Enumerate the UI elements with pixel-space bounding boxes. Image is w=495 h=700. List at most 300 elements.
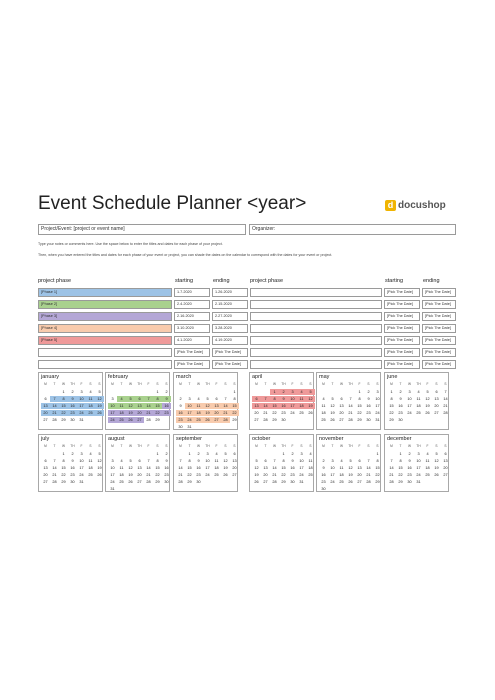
calendar-day[interactable]: 4 <box>89 452 92 456</box>
calendar-day[interactable]: 16 <box>68 403 77 409</box>
calendar-day[interactable]: 13 <box>443 459 448 463</box>
calendar-day[interactable]: 5 <box>435 452 438 456</box>
calendar-day[interactable]: 24 <box>375 411 380 415</box>
calendar-day[interactable]: 28 <box>389 480 394 484</box>
phase-end-field[interactable]: [Pick The Date] <box>422 324 456 333</box>
calendar-day[interactable]: 24 <box>330 480 335 484</box>
calendar-day[interactable]: 16 <box>321 473 326 477</box>
calendar-day[interactable]: 22 <box>272 411 277 415</box>
calendar-day[interactable]: 26 <box>223 473 228 477</box>
calendar-day[interactable]: 25 <box>86 410 95 416</box>
calendar-day[interactable]: 21 <box>144 410 153 416</box>
calendar-day[interactable]: 27 <box>212 417 221 423</box>
calendar-day[interactable]: 13 <box>41 403 50 409</box>
calendar-day[interactable]: 11 <box>86 396 95 402</box>
calendar-day[interactable]: 29 <box>232 418 237 422</box>
calendar-day[interactable]: 16 <box>279 403 288 409</box>
calendar-day[interactable]: 2 <box>165 452 168 456</box>
calendar-day[interactable]: 19 <box>97 466 102 470</box>
calendar-day[interactable]: 18 <box>194 410 203 416</box>
calendar-day[interactable]: 19 <box>254 473 259 477</box>
calendar-day[interactable]: 27 <box>357 480 362 484</box>
calendar-day[interactable]: 10 <box>108 403 117 409</box>
calendar-day[interactable]: 25 <box>299 411 304 415</box>
calendar-day[interactable]: 28 <box>263 418 268 422</box>
phase-end-field[interactable]: [Pick The Date] <box>422 336 456 345</box>
calendar-day[interactable]: 27 <box>43 418 48 422</box>
calendar-day[interactable]: 5 <box>306 389 315 395</box>
phase-name-field[interactable]: [Phase 4] <box>38 324 172 333</box>
calendar-day[interactable]: 7 <box>273 459 276 463</box>
calendar-day[interactable]: 26 <box>126 417 135 423</box>
calendar-day[interactable]: 22 <box>357 411 362 415</box>
calendar-day[interactable]: 3 <box>376 390 379 394</box>
calendar-day[interactable]: 8 <box>358 397 361 401</box>
calendar-day[interactable]: 7 <box>444 390 447 394</box>
calendar-day[interactable]: 18 <box>425 466 430 470</box>
calendar-day[interactable]: 3 <box>417 452 420 456</box>
calendar-day[interactable]: 8 <box>188 459 191 463</box>
calendar-day[interactable]: 24 <box>185 417 194 423</box>
calendar-day[interactable]: 25 <box>119 480 124 484</box>
calendar-day[interactable]: 26 <box>425 411 430 415</box>
calendar-day[interactable]: 5 <box>331 397 334 401</box>
calendar-day[interactable]: 6 <box>340 397 343 401</box>
calendar-day[interactable]: 3 <box>80 452 83 456</box>
calendar-day[interactable]: 5 <box>426 390 429 394</box>
phase-end-field[interactable]: [Pick The Date] <box>422 288 456 297</box>
calendar-day[interactable]: 5 <box>126 396 135 402</box>
calendar-day[interactable]: 7 <box>179 459 182 463</box>
calendar-day[interactable]: 19 <box>425 404 430 408</box>
calendar-day[interactable]: 7 <box>390 459 393 463</box>
calendar-day[interactable]: 3 <box>408 390 411 394</box>
calendar-day[interactable]: 12 <box>126 403 135 409</box>
calendar-day[interactable]: 25 <box>194 417 203 423</box>
calendar-day[interactable]: 24 <box>108 417 117 423</box>
calendar-day[interactable]: 1 <box>376 452 379 456</box>
calendar-day[interactable]: 14 <box>52 466 57 470</box>
calendar-day[interactable]: 26 <box>97 473 102 477</box>
calendar-day[interactable]: 13 <box>357 466 362 470</box>
calendar-day[interactable]: 25 <box>88 473 93 477</box>
calendar-day[interactable]: 10 <box>416 459 421 463</box>
calendar-day[interactable]: 25 <box>321 418 326 422</box>
phase-name-field[interactable] <box>250 360 382 369</box>
calendar-day[interactable]: 3 <box>111 459 114 463</box>
phase-end-field[interactable]: [Pick The Date] <box>422 300 456 309</box>
calendar-day[interactable]: 6 <box>138 459 141 463</box>
phase-end-field[interactable]: [Pick The Date] <box>422 312 456 321</box>
calendar-day[interactable]: 17 <box>110 473 115 477</box>
calendar-day[interactable]: 3 <box>111 397 114 401</box>
calendar-day[interactable]: 7 <box>147 459 150 463</box>
calendar-day[interactable]: 26 <box>254 480 259 484</box>
calendar-day[interactable]: 30 <box>196 480 201 484</box>
calendar-day[interactable]: 30 <box>290 480 295 484</box>
calendar-day[interactable]: 26 <box>330 418 335 422</box>
calendar-day[interactable]: 29 <box>272 418 277 422</box>
calendar-day[interactable]: 2 <box>367 390 370 394</box>
calendar-day[interactable]: 11 <box>117 403 126 409</box>
calendar-day[interactable]: 11 <box>339 466 344 470</box>
calendar-day[interactable]: 15 <box>281 466 286 470</box>
calendar-day[interactable]: 9 <box>165 459 168 463</box>
calendar-day[interactable]: 23 <box>407 473 412 477</box>
calendar-day[interactable]: 20 <box>339 411 344 415</box>
calendar-day[interactable]: 17 <box>375 404 380 408</box>
calendar-day[interactable]: 1 <box>282 452 285 456</box>
calendar-day[interactable]: 21 <box>389 473 394 477</box>
calendar-day[interactable]: 24 <box>290 411 295 415</box>
calendar-day[interactable]: 3 <box>331 459 334 463</box>
calendar-day[interactable]: 29 <box>375 480 380 484</box>
calendar-day[interactable]: 23 <box>164 473 169 477</box>
calendar-day[interactable]: 29 <box>155 418 160 422</box>
phase-start-field[interactable]: [Pick The Date] <box>174 360 210 369</box>
calendar-day[interactable]: 21 <box>52 473 57 477</box>
calendar-day[interactable]: 11 <box>297 396 306 402</box>
calendar-day[interactable]: 20 <box>41 410 50 416</box>
calendar-day[interactable]: 1 <box>233 390 236 394</box>
calendar-day[interactable]: 9 <box>71 459 74 463</box>
calendar-day[interactable]: 18 <box>88 466 93 470</box>
calendar-day[interactable]: 13 <box>43 466 48 470</box>
calendar-day[interactable]: 8 <box>399 459 402 463</box>
calendar-day[interactable]: 17 <box>330 473 335 477</box>
calendar-day[interactable]: 12 <box>425 397 430 401</box>
calendar-day[interactable]: 17 <box>288 403 297 409</box>
calendar-day[interactable]: 28 <box>348 418 353 422</box>
calendar-day[interactable]: 30 <box>398 418 403 422</box>
calendar-day[interactable]: 20 <box>232 466 237 470</box>
calendar-day[interactable]: 30 <box>366 418 371 422</box>
calendar-day[interactable]: 8 <box>390 397 393 401</box>
calendar-day[interactable]: 25 <box>308 473 313 477</box>
calendar-day[interactable]: 20 <box>263 473 268 477</box>
calendar-day[interactable]: 9 <box>291 459 294 463</box>
calendar-day[interactable]: 24 <box>79 473 84 477</box>
calendar-day[interactable]: 19 <box>95 403 104 409</box>
calendar-day[interactable]: 22 <box>153 410 162 416</box>
calendar-day[interactable]: 3 <box>206 452 209 456</box>
calendar-day[interactable]: 9 <box>399 397 402 401</box>
calendar-day[interactable]: 12 <box>128 466 133 470</box>
calendar-day[interactable]: 27 <box>232 473 237 477</box>
calendar-day[interactable]: 15 <box>270 403 279 409</box>
calendar-day[interactable]: 24 <box>299 473 304 477</box>
calendar-day[interactable]: 5 <box>349 459 352 463</box>
calendar-day[interactable]: 27 <box>339 418 344 422</box>
phase-start-field[interactable]: 2.16.2020 <box>174 312 210 321</box>
calendar-day[interactable]: 11 <box>425 459 430 463</box>
calendar-day[interactable]: 15 <box>59 403 68 409</box>
calendar-day[interactable]: 19 <box>203 410 212 416</box>
calendar-day[interactable]: 31 <box>375 418 380 422</box>
calendar-day[interactable]: 21 <box>348 411 353 415</box>
calendar-day[interactable]: 28 <box>366 480 371 484</box>
calendar-day[interactable]: 4 <box>120 459 123 463</box>
calendar-day[interactable]: 4 <box>309 452 312 456</box>
phase-end-field[interactable]: 3.28.2020 <box>212 324 248 333</box>
calendar-day[interactable]: 16 <box>162 403 171 409</box>
calendar-day[interactable]: 4 <box>117 396 126 402</box>
phase-name-field[interactable] <box>250 348 382 357</box>
calendar-day[interactable]: 8 <box>233 397 236 401</box>
calendar-day[interactable]: 7 <box>50 396 59 402</box>
phase-start-field[interactable]: 1.7.2020 <box>174 288 210 297</box>
calendar-day[interactable]: 29 <box>61 480 66 484</box>
calendar-day[interactable]: 12 <box>434 459 439 463</box>
calendar-day[interactable]: 18 <box>308 466 313 470</box>
calendar-day[interactable]: 27 <box>434 411 439 415</box>
calendar-day[interactable]: 10 <box>205 459 210 463</box>
calendar-day[interactable]: 11 <box>194 403 203 409</box>
calendar-day[interactable]: 8 <box>282 459 285 463</box>
calendar-day[interactable]: 16 <box>70 466 75 470</box>
calendar-day[interactable]: 9 <box>162 396 171 402</box>
calendar-day[interactable]: 13 <box>252 403 261 409</box>
calendar-day[interactable]: 22 <box>398 473 403 477</box>
phase-end-field[interactable]: 2.15.2020 <box>212 300 248 309</box>
calendar-day[interactable]: 21 <box>50 410 59 416</box>
calendar-day[interactable]: 21 <box>263 411 268 415</box>
calendar-day[interactable]: 27 <box>43 480 48 484</box>
calendar-day[interactable]: 16 <box>366 404 371 408</box>
calendar-day[interactable]: 6 <box>233 452 236 456</box>
phase-start-field[interactable]: [Pick The Date] <box>384 336 420 345</box>
calendar-day[interactable]: 29 <box>389 418 394 422</box>
phase-name-field[interactable] <box>250 300 382 309</box>
calendar-day[interactable]: 30 <box>321 487 326 491</box>
calendar-day[interactable]: 14 <box>389 466 394 470</box>
calendar-day[interactable]: 19 <box>330 411 335 415</box>
calendar-day[interactable]: 30 <box>407 480 412 484</box>
calendar-day[interactable]: 3 <box>288 389 297 395</box>
calendar-day[interactable]: 2 <box>399 390 402 394</box>
phase-end-field[interactable]: [Pick The Date] <box>422 348 456 357</box>
calendar-day[interactable]: 15 <box>389 404 394 408</box>
calendar-day[interactable]: 21 <box>272 473 277 477</box>
calendar-day[interactable]: 4 <box>426 452 429 456</box>
calendar-day[interactable]: 16 <box>196 466 201 470</box>
calendar-day[interactable]: 4 <box>297 389 306 395</box>
calendar-day[interactable]: 19 <box>434 466 439 470</box>
calendar-day[interactable]: 14 <box>146 466 151 470</box>
calendar-day[interactable]: 28 <box>146 418 151 422</box>
calendar-day[interactable]: 6 <box>44 397 47 401</box>
calendar-day[interactable]: 6 <box>444 452 447 456</box>
phase-name-field[interactable]: [Phase 3] <box>38 312 172 321</box>
calendar-day[interactable]: 27 <box>135 417 144 423</box>
calendar-day[interactable]: 31 <box>187 425 192 429</box>
calendar-day[interactable]: 22 <box>389 411 394 415</box>
calendar-day[interactable]: 18 <box>339 473 344 477</box>
calendar-day[interactable]: 17 <box>79 466 84 470</box>
calendar-day[interactable]: 25 <box>425 473 430 477</box>
calendar-day[interactable]: 27 <box>254 418 259 422</box>
phase-end-field[interactable]: [Pick The Date] <box>212 348 248 357</box>
calendar-day[interactable]: 25 <box>339 480 344 484</box>
calendar-day[interactable]: 2 <box>279 389 288 395</box>
calendar-day[interactable]: 28 <box>221 417 230 423</box>
phase-start-field[interactable]: [Pick The Date] <box>384 312 420 321</box>
phase-start-field[interactable]: [Pick The Date] <box>384 360 420 369</box>
calendar-day[interactable]: 21 <box>443 404 448 408</box>
calendar-day[interactable]: 30 <box>178 425 183 429</box>
calendar-day[interactable]: 3 <box>80 390 83 394</box>
calendar-day[interactable]: 8 <box>270 396 279 402</box>
calendar-day[interactable]: 26 <box>434 473 439 477</box>
calendar-day[interactable]: 4 <box>197 397 200 401</box>
calendar-day[interactable]: 10 <box>185 403 194 409</box>
calendar-day[interactable]: 17 <box>407 404 412 408</box>
calendar-day[interactable]: 6 <box>435 390 438 394</box>
calendar-day[interactable]: 26 <box>203 417 212 423</box>
calendar-day[interactable]: 2 <box>322 459 325 463</box>
calendar-day[interactable]: 20 <box>254 411 259 415</box>
calendar-day[interactable]: 2 <box>179 397 182 401</box>
calendar-day[interactable]: 19 <box>128 473 133 477</box>
calendar-day[interactable]: 1 <box>188 452 191 456</box>
calendar-day[interactable]: 22 <box>281 473 286 477</box>
calendar-day[interactable]: 18 <box>297 403 306 409</box>
calendar-day[interactable]: 23 <box>70 473 75 477</box>
calendar-day[interactable]: 1 <box>399 452 402 456</box>
calendar-day[interactable]: 22 <box>61 473 66 477</box>
calendar-day[interactable]: 24 <box>407 411 412 415</box>
calendar-day[interactable]: 30 <box>70 480 75 484</box>
phase-name-field[interactable]: [Phase 1] <box>38 288 172 297</box>
calendar-day[interactable]: 21 <box>178 473 183 477</box>
calendar-day[interactable]: 8 <box>62 459 65 463</box>
calendar-day[interactable]: 1 <box>270 389 279 395</box>
calendar-day[interactable]: 6 <box>215 397 218 401</box>
calendar-day[interactable]: 14 <box>366 466 371 470</box>
calendar-day[interactable]: 26 <box>128 480 133 484</box>
calendar-day[interactable]: 14 <box>272 466 277 470</box>
calendar-day[interactable]: 10 <box>375 397 380 401</box>
calendar-day[interactable]: 18 <box>119 473 124 477</box>
calendar-day[interactable]: 23 <box>321 480 326 484</box>
calendar-day[interactable]: 3 <box>188 397 191 401</box>
calendar-day[interactable]: 12 <box>330 404 335 408</box>
calendar-day[interactable]: 3 <box>300 452 303 456</box>
calendar-day[interactable]: 2 <box>165 390 168 394</box>
calendar-day[interactable]: 23 <box>176 417 185 423</box>
calendar-day[interactable]: 8 <box>156 459 159 463</box>
calendar-day[interactable]: 24 <box>77 410 86 416</box>
calendar-day[interactable]: 19 <box>348 473 353 477</box>
calendar-day[interactable]: 1 <box>390 390 393 394</box>
calendar-day[interactable]: 12 <box>348 466 353 470</box>
calendar-day[interactable]: 5 <box>98 390 101 394</box>
calendar-day[interactable]: 5 <box>255 459 258 463</box>
calendar-day[interactable]: 8 <box>376 459 379 463</box>
phase-start-field[interactable]: [Pick The Date] <box>384 300 420 309</box>
calendar-day[interactable]: 15 <box>375 466 380 470</box>
calendar-day[interactable]: 22 <box>187 473 192 477</box>
calendar-day[interactable]: 17 <box>205 466 210 470</box>
calendar-day[interactable]: 20 <box>212 410 221 416</box>
calendar-day[interactable]: 27 <box>263 480 268 484</box>
calendar-day[interactable]: 9 <box>408 459 411 463</box>
calendar-day[interactable]: 13 <box>263 466 268 470</box>
phase-end-field[interactable]: 2.27.2020 <box>212 312 248 321</box>
calendar-day[interactable]: 9 <box>197 459 200 463</box>
phase-name-field[interactable] <box>250 324 382 333</box>
calendar-day[interactable]: 9 <box>179 404 182 408</box>
calendar-day[interactable]: 14 <box>261 403 270 409</box>
calendar-day[interactable]: 20 <box>443 466 448 470</box>
calendar-day[interactable]: 13 <box>135 403 144 409</box>
calendar-day[interactable]: 16 <box>398 404 403 408</box>
calendar-day[interactable]: 13 <box>137 466 142 470</box>
project-field[interactable]: Project/Event: [project or event name] <box>38 224 246 235</box>
calendar-day[interactable]: 23 <box>398 411 403 415</box>
calendar-day[interactable]: 7 <box>224 397 227 401</box>
calendar-day[interactable]: 21 <box>366 473 371 477</box>
calendar-day[interactable]: 12 <box>203 403 212 409</box>
calendar-day[interactable]: 15 <box>357 404 362 408</box>
calendar-day[interactable]: 10 <box>330 466 335 470</box>
calendar-day[interactable]: 10 <box>77 396 86 402</box>
calendar-day[interactable]: 16 <box>176 410 185 416</box>
calendar-day[interactable]: 13 <box>212 403 221 409</box>
calendar-day[interactable]: 15 <box>155 466 160 470</box>
calendar-day[interactable]: 30 <box>281 418 286 422</box>
calendar-day[interactable]: 29 <box>155 480 160 484</box>
phase-name-field[interactable]: [Phase 2] <box>38 300 172 309</box>
calendar-day[interactable]: 25 <box>117 417 126 423</box>
calendar-day[interactable]: 9 <box>279 396 288 402</box>
phase-start-field[interactable]: [Pick The Date] <box>174 348 210 357</box>
calendar-day[interactable]: 10 <box>407 397 412 401</box>
calendar-day[interactable]: 10 <box>288 396 297 402</box>
calendar-day[interactable]: 6 <box>252 396 261 402</box>
calendar-day[interactable]: 29 <box>281 480 286 484</box>
calendar-day[interactable]: 19 <box>223 466 228 470</box>
calendar-day[interactable]: 28 <box>272 480 277 484</box>
calendar-day[interactable]: 18 <box>321 411 326 415</box>
calendar-day[interactable]: 12 <box>97 459 102 463</box>
calendar-day[interactable]: 12 <box>254 466 259 470</box>
calendar-day[interactable]: 28 <box>443 411 448 415</box>
calendar-day[interactable]: 13 <box>232 459 237 463</box>
calendar-day[interactable]: 26 <box>308 411 313 415</box>
calendar-day[interactable]: 27 <box>443 473 448 477</box>
phase-start-field[interactable]: 3.10.2020 <box>174 324 210 333</box>
calendar-day[interactable]: 17 <box>416 466 421 470</box>
calendar-day[interactable]: 29 <box>187 480 192 484</box>
phase-name-field[interactable] <box>250 312 382 321</box>
calendar-day[interactable]: 1 <box>62 452 65 456</box>
calendar-day[interactable]: 1 <box>156 452 159 456</box>
phase-end-field[interactable]: 1.26.2020 <box>212 288 248 297</box>
calendar-day[interactable]: 9 <box>68 396 77 402</box>
phase-name-field[interactable] <box>250 336 382 345</box>
calendar-day[interactable]: 19 <box>306 403 315 409</box>
phase-start-field[interactable]: [Pick The Date] <box>384 348 420 357</box>
calendar-day[interactable]: 18 <box>214 466 219 470</box>
calendar-day[interactable]: 17 <box>185 410 194 416</box>
calendar-day[interactable]: 15 <box>230 403 239 409</box>
calendar-day[interactable]: 23 <box>366 411 371 415</box>
calendar-day[interactable]: 11 <box>214 459 219 463</box>
calendar-day[interactable]: 6 <box>264 459 267 463</box>
calendar-day[interactable]: 23 <box>68 410 77 416</box>
calendar-day[interactable]: 24 <box>110 480 115 484</box>
